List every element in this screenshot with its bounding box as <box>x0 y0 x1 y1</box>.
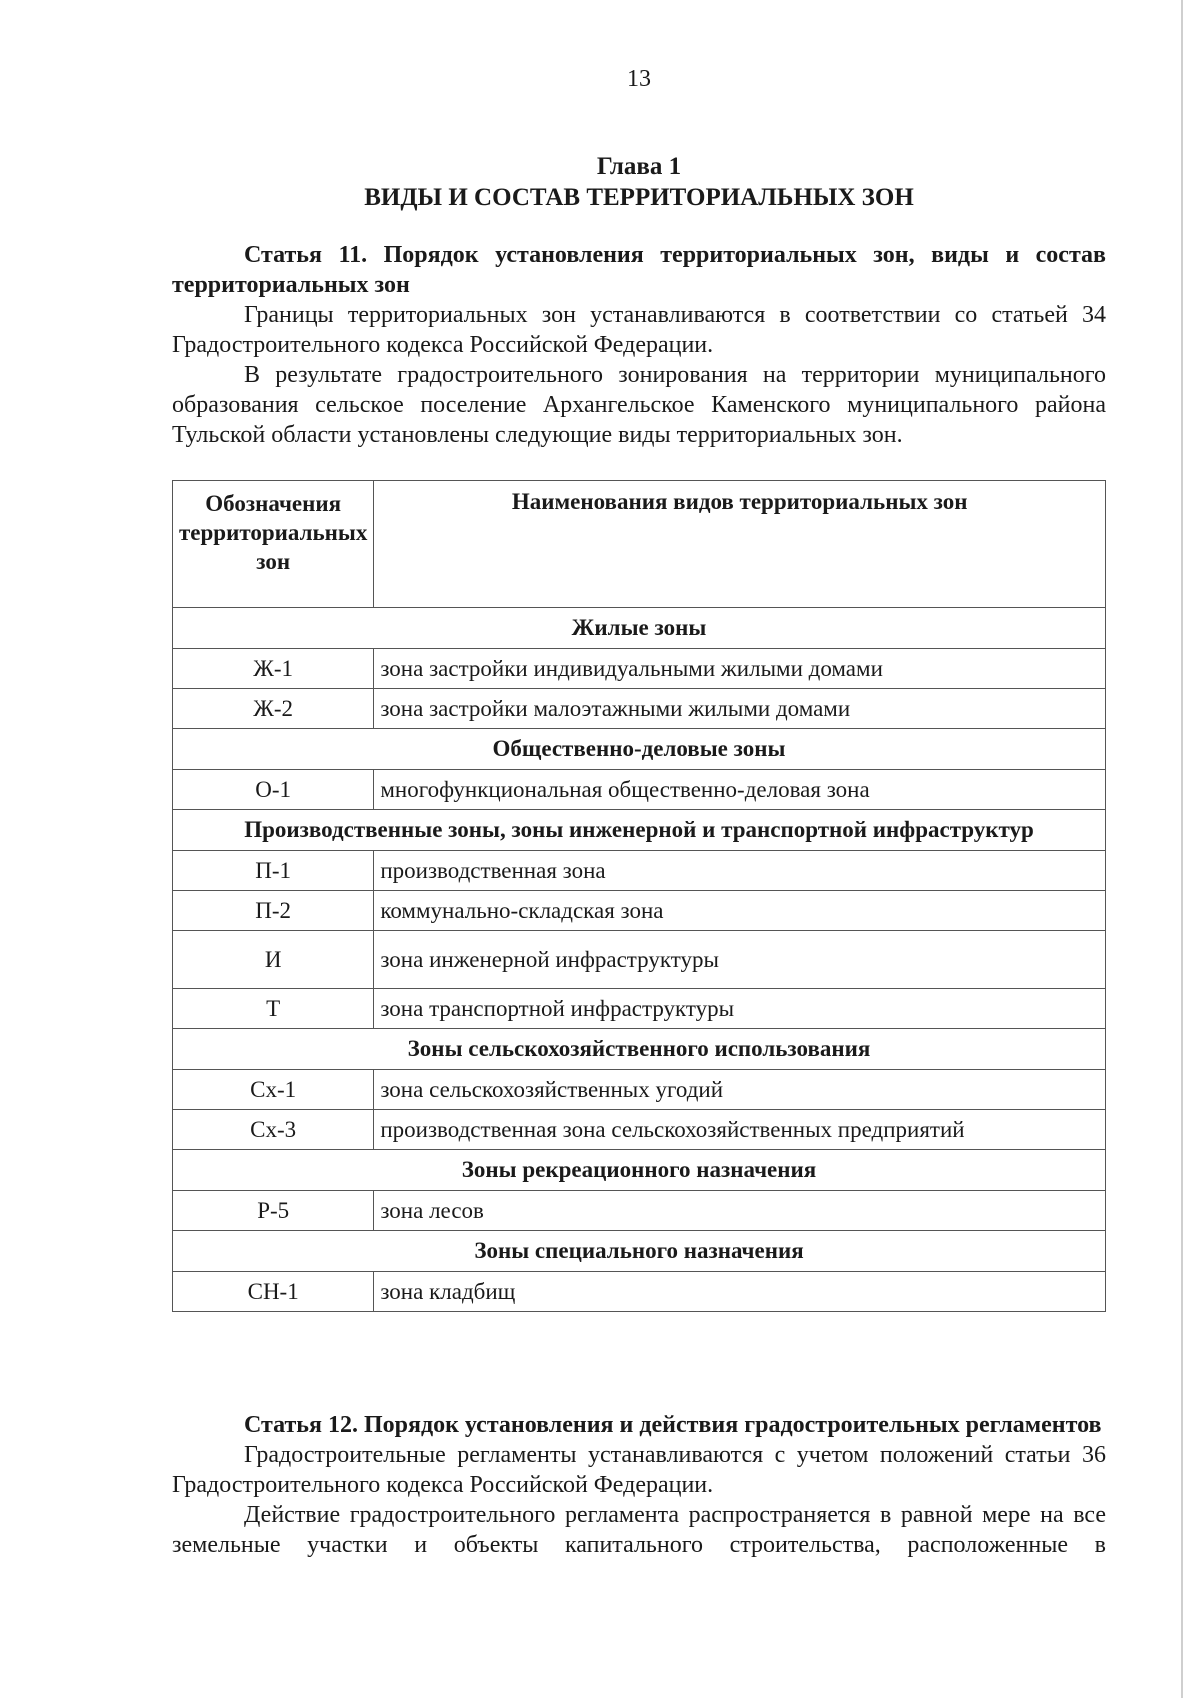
zone-group-title: Зоны сельскохозяйственного использования <box>173 1029 1106 1070</box>
zone-name: зона лесов <box>374 1191 1106 1231</box>
chapter-heading <box>172 151 1106 213</box>
zone-code: СН-1 <box>173 1272 374 1312</box>
zones-table <box>172 480 1106 1312</box>
zones-table-body <box>173 608 1106 1312</box>
zone-name: зона застройки малоэтажными жилыми домами <box>374 689 1106 729</box>
zone-row <box>173 1272 1106 1312</box>
zone-code: Ж-2 <box>173 689 374 729</box>
article-11-title: Статья 11. Порядок установления территориальных зон, виды и состав территориальных зон <box>172 242 1106 298</box>
zone-row <box>173 1191 1106 1231</box>
zone-name: производственная зона <box>374 851 1106 891</box>
zone-row <box>173 689 1106 729</box>
zone-group-row <box>173 729 1106 770</box>
zone-code: Сх-3 <box>173 1110 374 1150</box>
article-12-paragraph-2: Действие градостроительного регламента распространяется в равной мере на все земельные участки и объекты капитального строительства, расположенные в <box>172 1502 1106 1558</box>
zone-group-row <box>173 1029 1106 1070</box>
article-12 <box>172 1410 1106 1560</box>
zone-group-row <box>173 608 1106 649</box>
chapter-title: ВИДЫ И СОСТАВ ТЕРРИТОРИАЛЬНЫХ ЗОН <box>364 184 914 211</box>
zone-name: коммунально-складская зона <box>374 891 1106 931</box>
zone-group-title: Зоны рекреационного назначения <box>173 1150 1106 1191</box>
zone-code: О-1 <box>173 770 374 810</box>
zone-code: Сх-1 <box>173 1070 374 1110</box>
zone-group-title: Производственные зоны, зоны инженерной и транспортной инфраструктур <box>173 810 1106 851</box>
zone-code: П-1 <box>173 851 374 891</box>
header-code: Обозначения территориальных зон <box>173 481 374 608</box>
zone-code: Т <box>173 989 374 1029</box>
zone-name: многофункциональная общественно-деловая зона <box>374 770 1106 810</box>
article-12-paragraph-1: Градостроительные регламенты устанавливаются с учетом положений статьи 36 Градостроительного кодекса Российской Федерации. <box>172 1442 1106 1498</box>
zone-code: Ж-1 <box>173 649 374 689</box>
zone-row <box>173 931 1106 989</box>
page-edge-divider <box>1181 0 1183 1698</box>
zone-code: И <box>173 931 374 989</box>
zone-row <box>173 649 1106 689</box>
zone-group-row <box>173 810 1106 851</box>
chapter-number: Глава 1 <box>596 153 682 180</box>
zone-group-title: Зоны специального назначения <box>173 1231 1106 1272</box>
zone-group-title: Общественно-деловые зоны <box>173 729 1106 770</box>
zone-group-row <box>173 1150 1106 1191</box>
article-11 <box>172 240 1106 450</box>
zone-code: Р-5 <box>173 1191 374 1231</box>
zone-name: зона сельскохозяйственных угодий <box>374 1070 1106 1110</box>
zone-row <box>173 989 1106 1029</box>
zone-name: зона инженерной инфраструктуры <box>374 931 1106 989</box>
article-12-title: Статья 12. Порядок установления и действия градостроительных регламентов <box>244 1412 1102 1438</box>
zone-row <box>173 1070 1106 1110</box>
article-11-paragraph-1: Границы территориальных зон устанавливаются в соответствии со статьей 34 Градостроительного кодекса Российской Федерации. <box>172 302 1106 358</box>
zone-group-row <box>173 1231 1106 1272</box>
header-name: Наименования видов территориальных зон <box>374 481 1106 608</box>
zone-row <box>173 891 1106 931</box>
zone-code: П-2 <box>173 891 374 931</box>
zone-name: зона кладбищ <box>374 1272 1106 1312</box>
zone-row <box>173 770 1106 810</box>
article-11-paragraph-2: В результате градостроительного зонирования на территории муниципального образования сельское поселение Архангельское Каменского муниципального района Тульской области установлены следующие виды территориальных зон. <box>172 362 1106 448</box>
zone-group-title: Жилые зоны <box>173 608 1106 649</box>
page-number: 13 <box>627 66 651 92</box>
zone-row <box>173 851 1106 891</box>
zone-name: зона транспортной инфраструктуры <box>374 989 1106 1029</box>
zone-name: производственная зона сельскохозяйственных предприятий <box>374 1110 1106 1150</box>
zone-name: зона застройки индивидуальными жилыми домами <box>374 649 1106 689</box>
zone-row <box>173 1110 1106 1150</box>
